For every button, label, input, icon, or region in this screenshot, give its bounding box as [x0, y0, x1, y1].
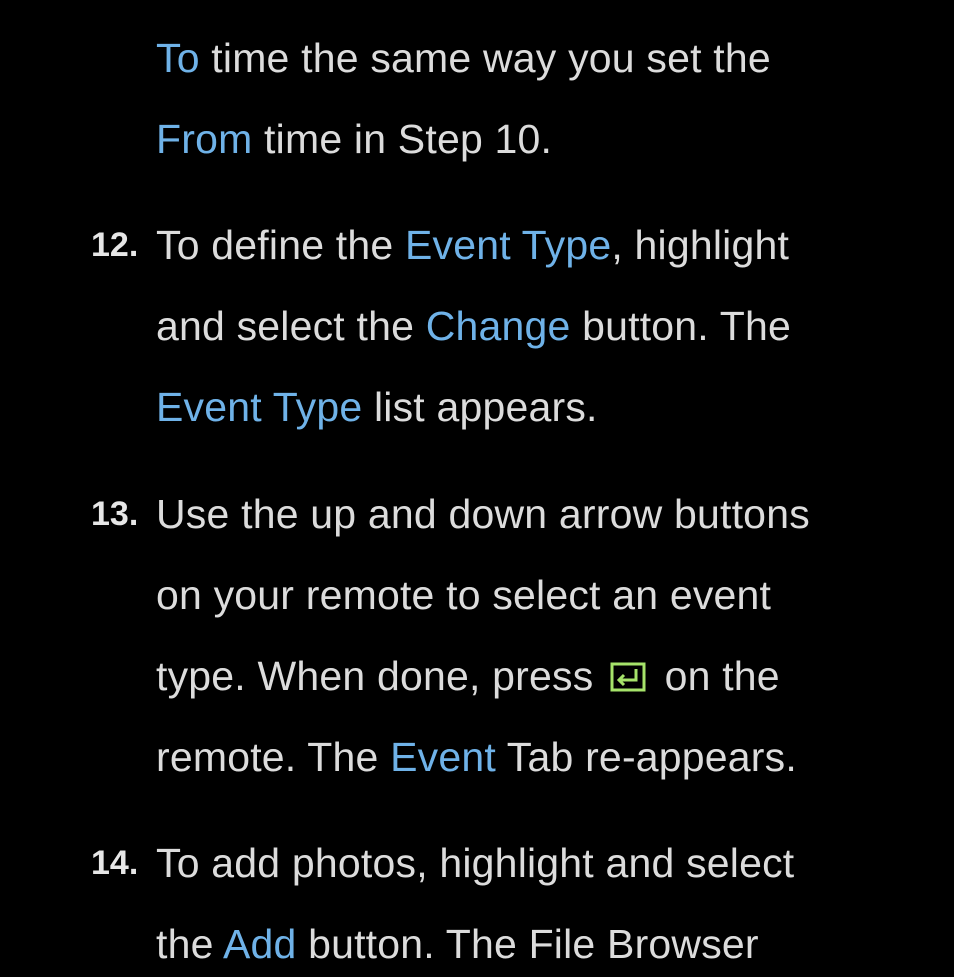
text-segment: button. The — [570, 303, 791, 349]
text-segment: on your remote to select an event — [156, 572, 772, 618]
line-6 — [156, 490, 810, 538]
event-label: Event — [390, 734, 496, 780]
line-8 — [156, 652, 780, 700]
step-number-13: 13. — [91, 495, 139, 533]
step-number-14: 14. — [91, 844, 139, 882]
line-3 — [156, 221, 789, 269]
text-segment: on the — [653, 653, 780, 699]
line-1 — [156, 34, 771, 82]
text-segment: remote. The — [156, 734, 391, 780]
text-segment: Use the up and down arrow buttons — [156, 491, 810, 537]
text-segment: list appears. — [362, 384, 598, 430]
to-label: To — [156, 35, 200, 81]
line-11 — [156, 920, 759, 968]
line-4 — [156, 302, 791, 350]
text-segment: time in Step 10. — [252, 116, 553, 162]
line-9 — [156, 733, 797, 781]
text-segment: button. The File Browser — [296, 921, 759, 967]
line-2 — [156, 115, 552, 163]
event-type-label: Event Type — [404, 222, 612, 268]
text-segment: To add photos, highlight and select — [156, 840, 795, 886]
text-segment: time the same way you set the — [199, 35, 771, 81]
change-label: Change — [425, 303, 571, 349]
from-label: From — [156, 116, 253, 162]
step-number-12: 12. — [91, 226, 139, 264]
line-5 — [156, 383, 598, 431]
text-segment: type. When done, press — [156, 653, 606, 699]
text-segment: To define the — [156, 222, 405, 268]
text-segment: and select the — [156, 303, 426, 349]
line-7 — [156, 571, 771, 619]
event-type-label: Event Type — [156, 384, 363, 430]
add-label: Add — [222, 921, 297, 967]
text-segment: the — [156, 921, 223, 967]
enter-icon — [609, 656, 649, 690]
text-segment: Tab re-appears. — [495, 734, 797, 780]
line-10 — [156, 839, 794, 887]
text-segment: , highlight — [611, 222, 790, 268]
